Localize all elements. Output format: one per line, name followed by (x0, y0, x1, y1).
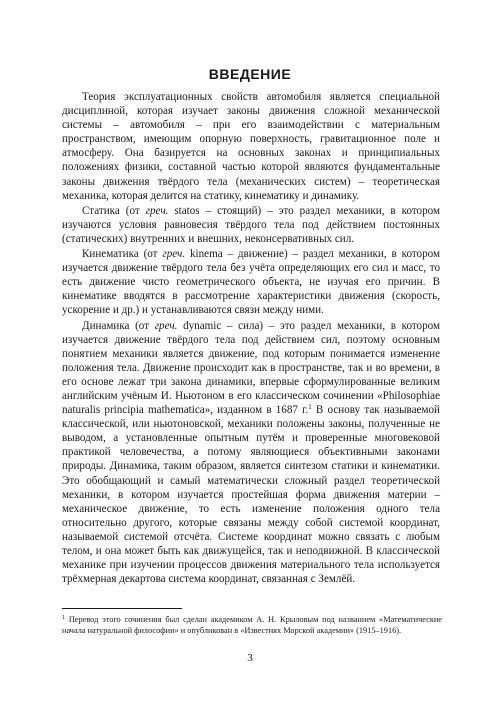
greek-abbreviation: греч. (145, 204, 169, 217)
kinematics-lead: Кинематика (от (82, 248, 163, 261)
statics-definition: statos – стоящий) – это раздел механики, в котором изучаются условия равновесия твёрдого тела под действием постоянных (статических) внутренних и внешних, неконсервативных сил. (62, 204, 441, 245)
dynamics-definition: dynamic – сила) – это раздел механики, в котором изучается движение твёрдого тела под действием сил, поэтому основным понятием механики является движение, под которым понимается изменение положения тела. Движение происходит как в пространстве, так и во времени, в его основе лежат три закона динамики, впервые сформулированные великим английским учёным И. Ньютоном в его классическом сочинении «Philosophiae naturalis principia mathematica», изданном в 1687 г. (62, 319, 440, 417)
greek-abbreviation: греч. (162, 248, 186, 261)
footnote-text: Перевод этого сочинения был сделан академиком А. Н. Крыловым под названием «Математические начала натуральной философии» и опубликован в «Известиях Морской академии» (1915–1916). (62, 615, 442, 635)
paragraph-kinematics (62, 247, 440, 317)
footnote-mark: 1 (62, 615, 65, 621)
page-number: 3 (247, 652, 253, 664)
greek-abbreviation: греч. (154, 319, 178, 332)
kinematics-definition: kinema – движение) – раздел механики, в котором изучается движение твёрдого тела без учёта определяющих его сил и масс, то есть движение чисто геометрического объекта, не изучая его причин. В кинематике вводятся в рассмотрение характеристики движения (скорость, ускорение и др.) и устанавливаются связи между ними. (62, 248, 440, 317)
dynamics-continuation: В основу так называемой классической, или ньютоновской, механики положены законы, полученные не выводом, а установленные опытным путём и проверенные многовековой практикой человечества, а потому являющиеся объективными законами природы. Динамика, таким образом, является синтезом статики и кинематики. Это обобщающий и самый математически сложный раздел теоретической механики, в котором изучается простейшая форма движения материи – механическое движение, то есть изменение положения одного тела относительно другого, которые связаны между собой системой координат, называемой системой отсчёта. Системе координат можно связать с любым телом, и она может быть как движущейся, так и неподвижной. В классической механике при изучении процессов движения материального тела используется трёхмерная декартова система координат, связанная с Землёй. (62, 404, 440, 586)
footnote-separator (62, 608, 182, 609)
footnote-reference[interactable]: 1 (308, 403, 312, 412)
paragraph-dynamics (62, 319, 440, 587)
paragraph-statics (62, 204, 440, 246)
page-heading: ВВЕДЕНИЕ (208, 66, 292, 82)
body-text (62, 90, 440, 586)
statics-lead: Статика (от (82, 204, 146, 217)
dynamics-lead: Динамика (от (82, 319, 155, 332)
footnote (62, 614, 442, 636)
paragraph-intro: Теория эксплуатационных свойств автомобиля является специальной дисциплиной, которая изучает законы движения сложной механической системы – автомобиля – при его взаимодействии с материальным пространством, имеющим опорную поверхность, гравитационное поле и атмосферу. Она базируется на основных законах и принципиальных положениях физики, составной частью которой являются фундаментальные законы движения твёрдого тела (механических систем) – теоретическая механика, которая делится на статику, кинематику и динамику. (62, 91, 440, 202)
